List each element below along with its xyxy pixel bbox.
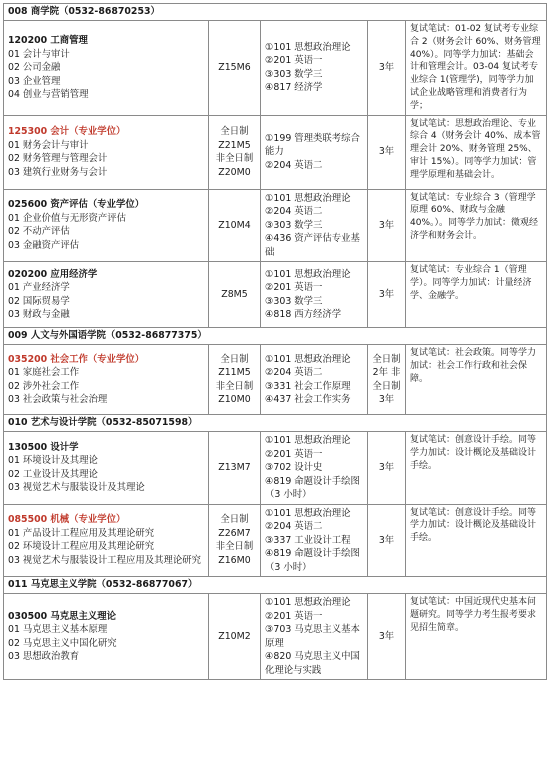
exam-subjects-cell [261, 21, 368, 116]
enrollment-line: Z21M5 [218, 139, 251, 151]
enrollment-cell [209, 345, 261, 415]
program-title: 130500 设计学 [8, 441, 79, 453]
school-header: 011 马克思主义学院（0532-86877067） [4, 577, 547, 594]
program-cell [4, 189, 209, 262]
research-direction: 03 视觉艺术与服装设计及其理论 [8, 482, 145, 494]
research-direction: 03 思想政治教育 [8, 651, 80, 663]
exam-subject: ①101 思想政治理论 [265, 507, 351, 519]
exam-subjects-cell [261, 345, 368, 415]
duration-cell: 3年 [368, 21, 406, 116]
exam-subject: ①199 管理类联考综合能力 [265, 132, 360, 158]
retest-notes-cell: 复试笔试：专业综合 1（管理学）。同等学力加试：计量经济学、金融学。 [406, 262, 547, 328]
enrollment-line: 非全日制 [215, 380, 254, 392]
program-title: 085500 机械（专业学位） [8, 514, 126, 526]
research-direction: 02 马克思主义中国化研究 [8, 637, 117, 649]
admissions-table [3, 3, 547, 680]
enrollment-cell [209, 115, 261, 189]
duration-cell: 3年 [368, 262, 406, 328]
exam-subject: ②204 英语二 [265, 206, 323, 218]
program-cell [4, 262, 209, 328]
exam-subject: ③703 马克思主义基本原理 [265, 624, 360, 649]
program-row [4, 504, 547, 577]
school-header-row [4, 577, 547, 594]
research-direction: 02 工业设计及其理论 [8, 468, 98, 480]
enrollment-line: Z10M2 [218, 630, 251, 642]
enrollment-line: 全日制 [220, 514, 249, 526]
program-row [4, 262, 547, 328]
school-header-row [4, 415, 547, 432]
research-direction: 01 产业经济学 [8, 282, 70, 294]
enrollment-cell [209, 432, 261, 505]
research-direction: 02 不动产评估 [8, 226, 70, 238]
program-title: 035200 社会工作（专业学位） [8, 353, 145, 365]
exam-subject: ④817 经济学 [265, 82, 323, 94]
enrollment-cell [209, 189, 261, 262]
retest-notes-cell: 复试笔试：创意设计手绘。同等学力加试：设计概论及基础设计手绘。 [406, 504, 547, 577]
enrollment-cell [209, 594, 261, 680]
exam-subject: ④437 社会工作实务 [265, 394, 351, 406]
research-direction: 01 马克思主义基本原理 [8, 624, 108, 636]
retest-notes-cell: 复试笔试：专业综合 3（管理学原理 60%、财政与金融 40%。）。同等学力加试：微观经济学和财务会计。 [406, 189, 547, 262]
program-title: 120200 工商管理 [8, 35, 88, 47]
table-body [4, 4, 547, 680]
retest-notes-cell: 复试笔试：社会政策。同等学力加试：社会工作行政和社会保障。 [406, 345, 547, 415]
enrollment-line: Z10M0 [218, 394, 251, 406]
retest-notes-cell: 复试笔试：01-02 复试考专业综合 2（财务会计 60%、财务管理 40%）。同等学力加试：基础会计和管理会计。03-04 复试考专业综合 1(管理学)，同等学力加试企业战略管理和消费者行为学； [406, 21, 547, 116]
enrollment-line: Z20M0 [218, 166, 251, 178]
program-row [4, 594, 547, 680]
research-direction: 03 财政与金融 [8, 309, 70, 321]
exam-subject: ①101 思想政治理论 [265, 268, 351, 280]
research-direction: 02 国际贸易学 [8, 295, 70, 307]
program-cell [4, 345, 209, 415]
exam-subject: ③702 设计史 [265, 462, 323, 474]
exam-subject: ④819 命题设计手绘图（3 小时） [265, 548, 360, 573]
enrollment-line: Z26M7 [218, 527, 251, 539]
exam-subjects-cell [261, 594, 368, 680]
exam-subjects-cell [261, 504, 368, 577]
enrollment-line: Z16M0 [218, 554, 251, 566]
enrollment-cell [209, 504, 261, 577]
duration-cell: 3年 [368, 432, 406, 505]
exam-subject: ②201 英语一 [265, 610, 323, 622]
duration-cell: 3年 [368, 189, 406, 262]
enrollment-line: Z8M5 [221, 288, 248, 300]
duration-cell: 3年 [368, 504, 406, 577]
exam-subject: ②204 英语二 [265, 159, 323, 171]
enrollment-cell [209, 262, 261, 328]
exam-subject: ①101 思想政治理论 [265, 435, 351, 447]
exam-subjects-cell [261, 432, 368, 505]
research-direction: 01 会计与审计 [8, 48, 70, 60]
research-direction: 01 企业价值与无形资产评估 [8, 212, 127, 224]
enrollment-line: Z13M7 [218, 462, 251, 474]
research-direction: 01 财务会计与审计 [8, 139, 89, 151]
program-row [4, 189, 547, 262]
research-direction: 03 建筑行业财务与会计 [8, 166, 108, 178]
research-direction: 01 环境设计及其理论 [8, 455, 98, 467]
research-direction: 01 产品设计工程应用及其理论研究 [8, 527, 155, 539]
program-cell [4, 115, 209, 189]
enrollment-line: 全日制 [220, 353, 249, 365]
program-title: 030500 马克思主义理论 [8, 610, 117, 622]
research-direction: 02 财务管理与管理会计 [8, 153, 108, 165]
program-title: 125300 会计（专业学位） [8, 126, 126, 138]
research-direction: 03 企业管理 [8, 75, 61, 87]
research-direction: 01 家庭社会工作 [8, 367, 80, 379]
exam-subjects-cell [261, 115, 368, 189]
enrollment-line: 非全日制 [215, 153, 254, 165]
research-direction: 04 创业与营销管理 [8, 89, 89, 101]
program-title: 020200 应用经济学 [8, 268, 98, 280]
exam-subject: ③303 数学三 [265, 219, 323, 231]
duration-cell: 3年 [368, 594, 406, 680]
exam-subject: ④818 西方经济学 [265, 309, 342, 321]
enrollment-line: Z10M4 [218, 219, 251, 231]
enrollment-line: Z11M5 [218, 367, 251, 379]
school-header: 009 人文与外国语学院（0532-86877375） [4, 328, 547, 345]
exam-subject: ③331 社会工作原理 [265, 380, 351, 392]
research-direction: 03 金融资产评估 [8, 239, 80, 251]
program-cell [4, 504, 209, 577]
enrollment-line: 非全日制 [215, 541, 254, 553]
program-cell [4, 432, 209, 505]
retest-notes-cell: 复试笔试：思想政治理论、专业综合 4（财务会计 40%、成本管理会计 20%、财务管理 25%、审计 15%）。同等学力加试：管理学原理和基础会计。 [406, 115, 547, 189]
exam-subject: ④820 马克思主义中国化理论与实践 [265, 651, 360, 676]
enrollment-line: 全日制 [220, 126, 249, 138]
exam-subject: ②204 英语二 [265, 367, 323, 379]
exam-subject: ②201 英语一 [265, 448, 323, 460]
retest-notes-cell: 复试笔试：中国近现代史基本问题研究。同等学力考生报考要求见招生简章。 [406, 594, 547, 680]
program-title: 025600 资产评估（专业学位） [8, 199, 145, 211]
exam-subject: ③337 工业设计工程 [265, 534, 351, 546]
enrollment-line: Z15M6 [218, 62, 251, 74]
exam-subject: ①101 思想政治理论 [265, 597, 351, 609]
program-cell [4, 594, 209, 680]
exam-subject: ③303 数学三 [265, 295, 323, 307]
exam-subject: ④436 资产评估专业基础 [265, 233, 360, 258]
program-row [4, 432, 547, 505]
school-header-row [4, 328, 547, 345]
exam-subject: ③303 数学三 [265, 68, 323, 80]
exam-subject: ④819 命题设计手绘图 （3 小时） [265, 475, 360, 501]
school-header-row [4, 4, 547, 21]
program-row [4, 21, 547, 116]
research-direction: 02 公司金融 [8, 62, 61, 74]
exam-subject: ②201 英语一 [265, 282, 323, 294]
research-direction: 03 视觉艺术与服装设计工程应用及其理论研究 [8, 554, 202, 566]
research-direction: 03 社会政策与社会治理 [8, 394, 108, 406]
exam-subject: ①101 思想政治理论 [265, 41, 351, 53]
exam-subject: ①101 思想政治理论 [265, 353, 351, 365]
program-cell [4, 21, 209, 116]
duration-cell: 全日制 2年 非全日制 3年 [368, 345, 406, 415]
school-header: 008 商学院（0532-86870253） [4, 4, 547, 21]
exam-subject: ②201 英语一 [265, 55, 323, 67]
enrollment-cell [209, 21, 261, 116]
exam-subjects-cell [261, 189, 368, 262]
program-row [4, 115, 547, 189]
research-direction: 02 环境设计工程应用及其理论研究 [8, 541, 155, 553]
exam-subjects-cell [261, 262, 368, 328]
exam-subject: ①101 思想政治理论 [265, 192, 351, 204]
program-row [4, 345, 547, 415]
school-header: 010 艺术与设计学院（0532-85071598） [4, 415, 547, 432]
duration-cell: 3年 [368, 115, 406, 189]
retest-notes-cell: 复试笔试：创意设计手绘。同等学力加试：设计概论及基础设计手绘。 [406, 432, 547, 505]
research-direction: 02 涉外社会工作 [8, 380, 80, 392]
exam-subject: ②204 英语二 [265, 521, 323, 533]
